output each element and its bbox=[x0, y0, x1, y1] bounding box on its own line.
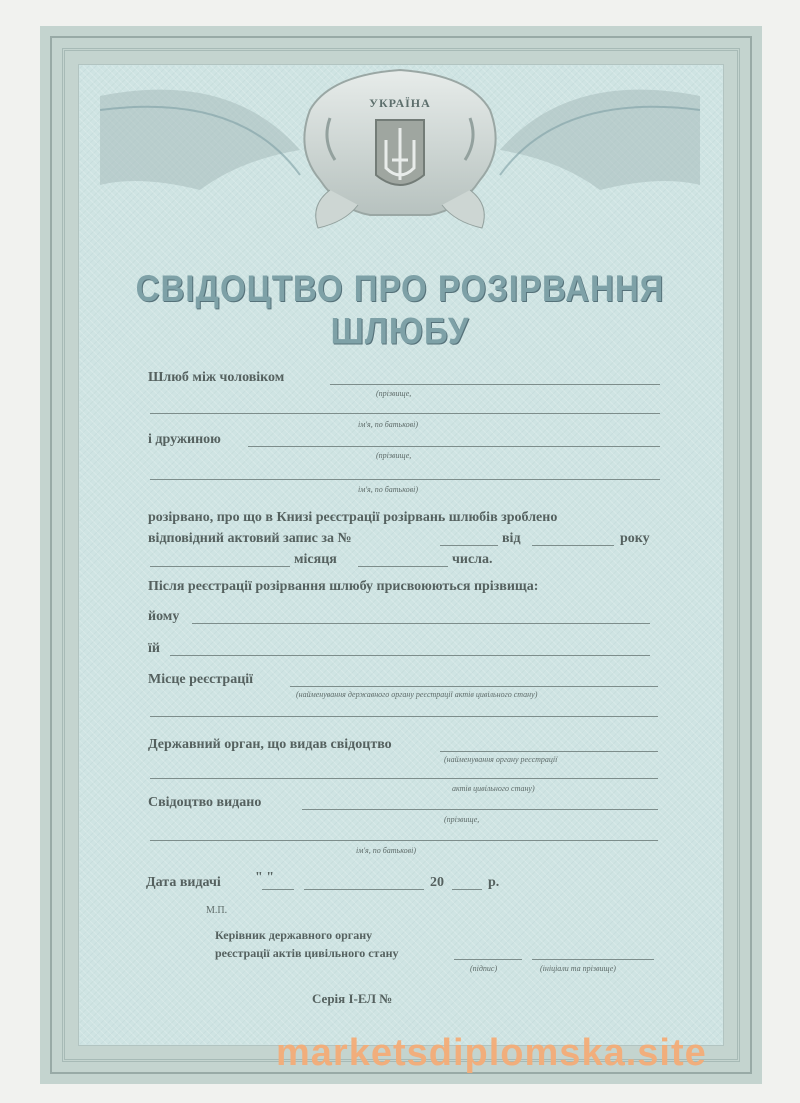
issue-day-line[interactable] bbox=[262, 889, 294, 890]
her-label: їй bbox=[148, 641, 160, 656]
recipient-name-line[interactable] bbox=[150, 840, 658, 841]
issue-year-line[interactable] bbox=[452, 889, 482, 890]
issuing-authority-hint2: актів цивільного стану) bbox=[452, 784, 535, 793]
husband-name-hint: ім'я, по батькові) bbox=[358, 420, 418, 429]
year-prefix: 20 bbox=[430, 875, 444, 890]
record-month-line[interactable] bbox=[150, 566, 290, 567]
day-label: числа. bbox=[452, 552, 493, 567]
initials-line[interactable] bbox=[532, 959, 654, 960]
wife-name-hint: ім'я, по батькові) bbox=[358, 485, 418, 494]
dissolution-text-line1: розірвано, про що в Книзі реєстрації розірвань шлюбів зроблено bbox=[148, 510, 558, 525]
act-record-label: відповідний актовий запис за № bbox=[148, 531, 352, 546]
issuing-authority-line2[interactable] bbox=[150, 778, 658, 779]
head-title-line1: Керівник державного органу bbox=[215, 928, 373, 942]
registration-place-hint: (найменування державного органу реєстрації актів цивільного стану) bbox=[296, 690, 538, 699]
registration-place-line[interactable] bbox=[290, 686, 658, 687]
wife-label: і дружиною bbox=[148, 432, 221, 447]
head-title-line2: реєстрації актів цивільного стану bbox=[215, 946, 399, 960]
signature-hint: (підпис) bbox=[470, 964, 498, 973]
certificate-issued-label: Свідоцтво видано bbox=[148, 795, 262, 810]
from-label: від bbox=[502, 531, 521, 546]
issue-date-quotes: " " bbox=[255, 870, 275, 885]
year-label: року bbox=[620, 531, 650, 546]
recipient-name-hint: ім'я, по батькові) bbox=[356, 846, 416, 855]
year-suffix: р. bbox=[488, 875, 500, 890]
recipient-surname-hint: (прізвище, bbox=[444, 815, 480, 824]
document-title: СВІДОЦТВО ПРО РОЗІРВАННЯ ШЛЮБУ bbox=[135, 267, 665, 352]
record-year-line[interactable] bbox=[532, 545, 614, 546]
month-label: місяця bbox=[294, 552, 337, 567]
husband-surname-line[interactable] bbox=[330, 384, 660, 385]
wife-surname-line[interactable] bbox=[248, 446, 660, 447]
her-surname-line[interactable] bbox=[170, 655, 650, 656]
issue-month-line[interactable] bbox=[304, 889, 424, 890]
signature-line[interactable] bbox=[454, 959, 522, 960]
issuing-authority-label: Державний орган, що видав свідоцтво bbox=[148, 737, 392, 752]
wife-surname-hint: (прізвище, bbox=[376, 451, 412, 460]
husband-surname-hint: (прізвище, bbox=[376, 389, 412, 398]
watermark-text: marketsdiplomska.site bbox=[276, 1032, 707, 1074]
series-number: Серія І-ЕЛ № bbox=[312, 991, 393, 1006]
recipient-surname-line[interactable] bbox=[302, 809, 658, 810]
act-number-line[interactable] bbox=[440, 545, 498, 546]
registration-place-line2[interactable] bbox=[150, 716, 658, 717]
issue-date-label: Дата видачі bbox=[146, 875, 221, 890]
stamp-placeholder: М.П. bbox=[206, 905, 228, 916]
him-label: йому bbox=[148, 609, 180, 624]
husband-label: Шлюб між чоловіком bbox=[148, 370, 285, 385]
issuing-authority-line[interactable] bbox=[440, 751, 658, 752]
his-surname-line[interactable] bbox=[192, 623, 650, 624]
husband-name-line[interactable] bbox=[150, 413, 660, 414]
wife-name-line[interactable] bbox=[150, 479, 660, 480]
issuing-authority-hint1: (найменування органу реєстрації bbox=[444, 755, 558, 764]
registration-place-label: Місце реєстрації bbox=[148, 672, 254, 687]
state-emblem-ornament bbox=[0, 0, 800, 240]
record-day-line[interactable] bbox=[358, 566, 448, 567]
country-name: УКРАЇНА bbox=[369, 96, 431, 110]
surnames-assigned-label: Після реєстрації розірвання шлюбу присвоюються прізвища: bbox=[148, 579, 539, 594]
initials-hint: (ініціали та прізвище) bbox=[540, 964, 616, 973]
